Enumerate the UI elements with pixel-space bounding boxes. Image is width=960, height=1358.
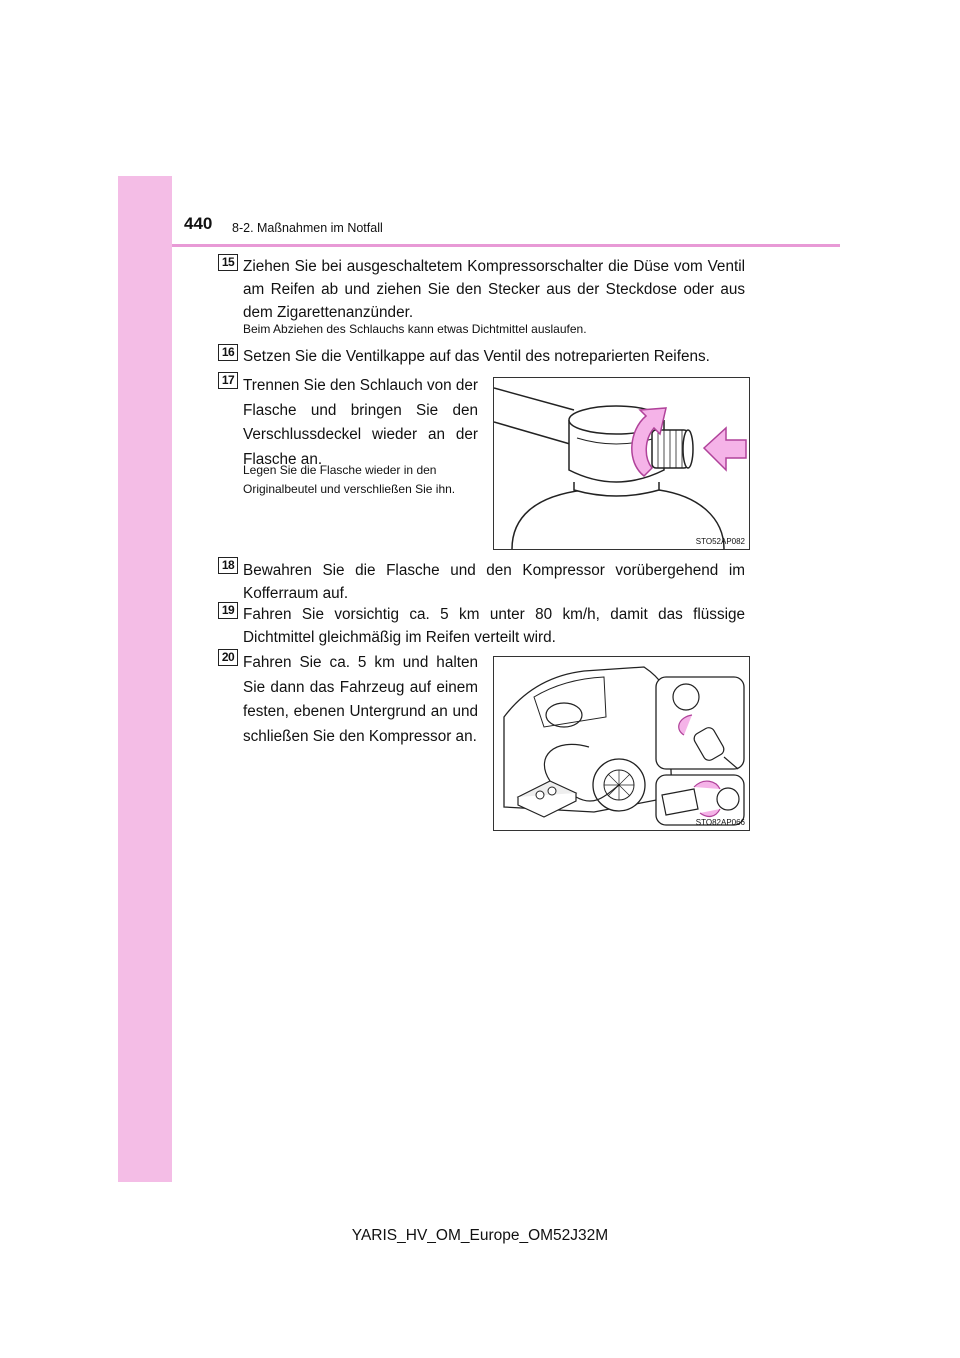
step-number-19: 19 [218,602,238,619]
figure-code-2: STO82AP066 [695,818,745,827]
header-rule [172,244,840,247]
step-17-note: Legen Sie die Flasche wieder in den Originalbeutel und verschließen Sie ihn. [243,463,456,496]
step-15-text: Ziehen Sie bei ausgeschaltetem Kompressorschalter die Düse vom Ventil am Reifen ab und ziehen Sie den Stecker aus der Steckdose oder aus dem Zigarettenanzünder. [243,258,745,321]
step-number-20: 20 [218,649,238,666]
step-number-16: 16 [218,344,238,361]
step-20-text: Fahren Sie ca. 5 km und halten Sie dann das Fahrzeug auf einem festen, ebenen Untergrund an und schließen Sie den Kompressor an. [243,654,478,745]
figure-bottle-cap [493,377,750,550]
step-19-text: Fahren Sie vorsichtig ca. 5 km unter 80 km/h, damit das flüssige Dichtmittel gleichmäßig im Reifen verteilt wird. [243,606,745,646]
push-arrow-icon [704,428,746,470]
step-number-15: 15 [218,254,238,271]
car-compressor-illustration [494,657,749,830]
footer-document-id: YARIS_HV_OM_Europe_OM52J32M [351,1227,609,1244]
page-number: 440 [184,214,213,233]
chapter-sidebar-tab [118,176,172,1182]
figure-car-compressor [493,656,750,831]
step-number-17: 17 [218,372,238,389]
step-number-18: 18 [218,557,238,574]
figure-code-1: STO52AP082 [695,537,745,546]
step-17-text: Trennen Sie den Schlauch von der Flasche und bringen Sie den Verschlussdeckel wieder an der Flasche an. [243,377,478,468]
section-title: 8-2. Maßnahmen im Notfall [232,221,383,235]
step-18-text: Bewahren Sie die Flasche und den Kompressor vorübergehend im Kofferraum auf. [243,562,745,602]
step-15-note: Beim Abziehen des Schlauchs kann etwas Dichtmittel auslaufen. [243,322,587,336]
step-16-text: Setzen Sie die Ventilkappe auf das Ventil des notreparierten Reifens. [243,348,710,365]
bottle-cap-illustration [494,378,749,549]
